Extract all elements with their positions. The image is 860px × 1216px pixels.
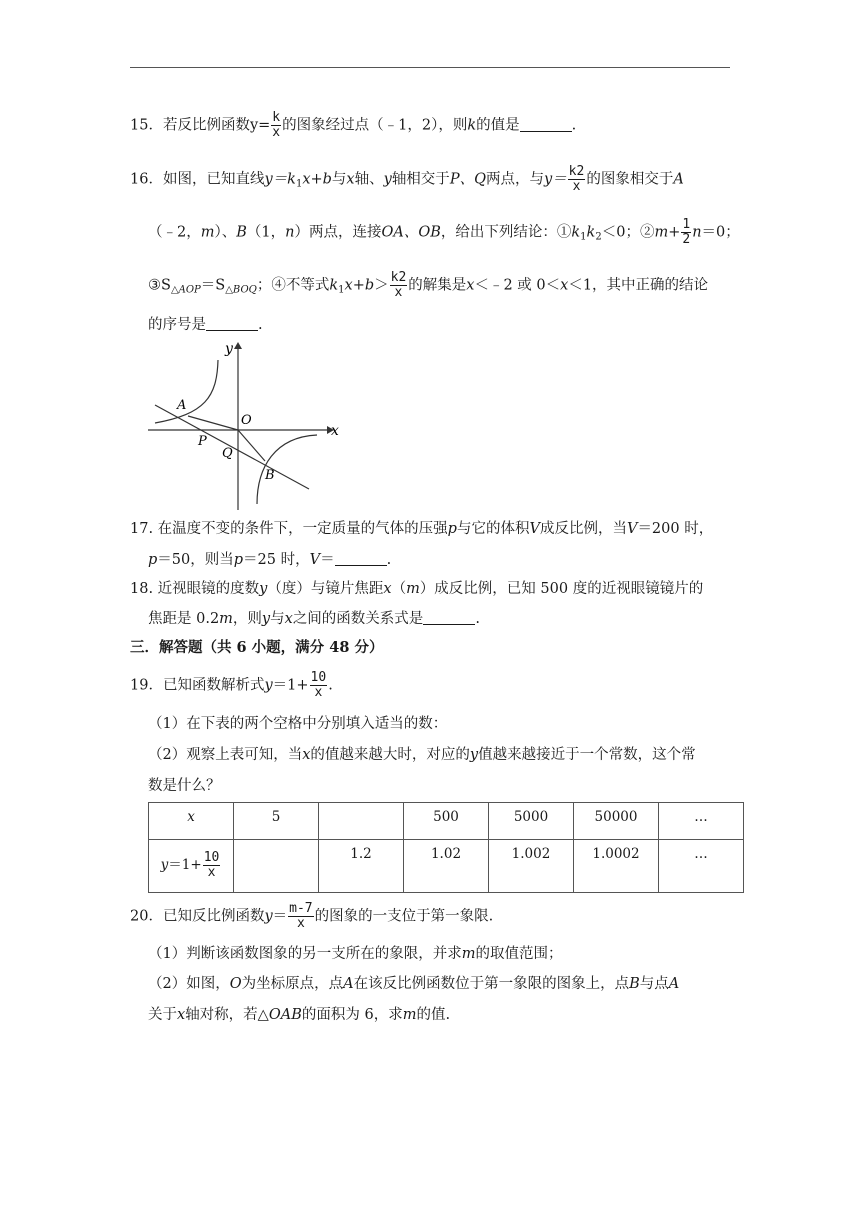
denominator: x	[394, 285, 403, 300]
math-var: k	[571, 224, 581, 241]
text: 轴相交于	[391, 171, 450, 188]
question-16-line-2	[148, 217, 740, 249]
question-20-line-1	[130, 902, 730, 931]
math-var: y	[259, 581, 268, 597]
math-var: y	[264, 677, 273, 694]
math-var: n	[692, 224, 702, 241]
text: ＝25 时，	[243, 552, 310, 568]
text: 轴、	[354, 171, 384, 188]
question-20-part-2-cont	[148, 1004, 730, 1026]
math: x+b	[344, 277, 375, 294]
text: 两点，与	[485, 171, 544, 188]
values-table	[148, 802, 744, 893]
text: 的取值范围；	[475, 946, 563, 962]
fraction-k2-over-x	[390, 271, 408, 300]
numerator: 1	[682, 217, 691, 232]
math-var: y	[264, 908, 273, 925]
math-var: O	[229, 976, 242, 992]
math-var: A	[673, 171, 684, 188]
text: 轴对称，若△	[185, 1007, 269, 1023]
text: .	[386, 552, 392, 568]
table-cell: 5	[234, 803, 319, 840]
question-19-part-2	[148, 744, 730, 766]
table-cell-blank	[234, 840, 319, 893]
subscript: △AOP	[170, 284, 201, 296]
text: 的解集是	[408, 277, 467, 294]
question-16-line-4	[148, 314, 730, 336]
denominator: x	[314, 685, 323, 700]
question-18-line-1	[130, 578, 730, 600]
math-var: m	[461, 946, 476, 962]
point-label-O: O	[241, 413, 252, 428]
hyperbola-branch-upper-left	[155, 360, 218, 423]
table-cell: x	[149, 803, 234, 840]
text: （﹣2，	[148, 224, 201, 241]
table-cell-blank	[319, 803, 404, 840]
denominator: x	[207, 865, 216, 880]
text: 20．已知反比例函数	[130, 908, 265, 925]
question-19-line-1	[130, 671, 730, 700]
subscript: 1	[338, 284, 345, 296]
x-axis-label: x	[331, 423, 339, 439]
math-var: m	[406, 581, 420, 597]
text: （	[391, 581, 407, 597]
math-var: x	[346, 171, 355, 188]
text: （2）观察上表可知，当	[148, 747, 303, 763]
question-15	[130, 111, 730, 140]
math-var: x	[466, 277, 475, 294]
text: 与点	[639, 976, 669, 992]
math-var: V	[309, 552, 321, 568]
text: 的图象相交于	[586, 171, 674, 188]
question-16-line-3	[148, 271, 730, 302]
point-label-P: P	[198, 434, 207, 449]
answer-blank	[423, 610, 475, 625]
table-cell: 5000	[489, 803, 574, 840]
text: 的值.	[416, 1007, 451, 1023]
text: ）、	[214, 224, 237, 241]
text: ＝	[320, 552, 335, 568]
math: y=	[249, 117, 271, 134]
answer-blank	[335, 551, 387, 566]
denominator: x	[272, 125, 281, 140]
text: 值越来越接近于一个常数，这个常	[478, 747, 696, 763]
text: ＝	[272, 908, 288, 925]
section-title: 三．解答题（共 6 小题，满分 48 分）	[130, 639, 384, 656]
text: 的值是	[476, 117, 520, 134]
numerator: k2	[568, 164, 585, 179]
y-axis-arrow	[234, 342, 242, 349]
numerator: m-7	[289, 901, 313, 916]
text: 成反比例，当	[539, 521, 627, 537]
text: ＜1，其中正确的结论	[568, 277, 709, 294]
table-cell: 1.0002	[574, 840, 659, 893]
math-var: m	[219, 611, 233, 627]
answer-blank	[520, 117, 572, 132]
math: ＝1+	[168, 857, 202, 873]
table-cell-label	[149, 840, 234, 893]
math-var: y	[261, 611, 271, 627]
text: ③S	[148, 277, 171, 294]
text: ＜0；②	[601, 224, 655, 241]
question-17-line-2	[148, 549, 730, 571]
text: ＝50，则当	[157, 552, 234, 568]
subscript: 1	[580, 231, 587, 243]
question-19-part-2-cont: 数是什么？	[148, 778, 221, 794]
math-var: p	[233, 552, 244, 568]
question-17-line-1	[130, 518, 730, 540]
text: 之间的函数关系式是	[292, 611, 424, 627]
question-number: 15．	[130, 117, 163, 134]
text: 18. 近视眼镜的度数	[130, 581, 260, 597]
table-row-y	[149, 840, 744, 893]
text: ＞	[374, 277, 389, 294]
math-var: x	[284, 611, 293, 627]
math: OAB	[268, 1007, 302, 1023]
subscript: 1	[295, 178, 303, 190]
text: 的面积为 6，求	[301, 1007, 403, 1023]
text: 若反比例函数	[162, 117, 250, 134]
numerator: 10	[310, 670, 327, 685]
math: m+	[654, 224, 681, 241]
point-label-Q: Q	[222, 446, 233, 461]
fraction-k-over-x	[271, 111, 281, 140]
math: y＝k	[264, 171, 296, 188]
text: （1，	[246, 224, 286, 241]
text: 的值越来越大时，对应的	[310, 747, 470, 763]
math-var: p	[148, 552, 158, 568]
fraction-m-7-over-x	[288, 902, 313, 931]
text: ＝0；	[701, 224, 740, 241]
math-var: n	[285, 224, 295, 241]
text: .	[258, 317, 263, 333]
question-20-part-2	[148, 973, 730, 995]
subscript: △BOQ	[225, 284, 257, 296]
math-var: B	[236, 224, 247, 241]
text: .	[571, 117, 577, 134]
table-cell: 1.02	[404, 840, 489, 893]
question-20-part-1	[148, 943, 730, 965]
math-var: x	[560, 277, 569, 294]
math-var: k	[329, 277, 339, 294]
math: OA、OB	[381, 224, 441, 241]
text: （1）判断该函数图象的另一支所在的象限，并求	[148, 946, 462, 962]
point-label-A: A	[177, 398, 187, 413]
text: 的图象的一支位于第一象限.	[314, 908, 494, 925]
numerator: k	[272, 110, 281, 125]
question-16-line-1	[130, 165, 730, 196]
text: 与	[331, 171, 347, 188]
fraction-k2-over-x	[568, 165, 586, 194]
fraction-10-over-x	[203, 851, 221, 880]
text: （度）与镜片焦距	[267, 581, 384, 597]
text: ）成反比例，已知 500 度的近视眼镜镜片的	[419, 581, 704, 597]
table-cell: 1.002	[489, 840, 574, 893]
math-var: y	[383, 171, 392, 188]
question-number: 16．	[130, 171, 163, 188]
text: ＝S	[200, 277, 226, 294]
answer-blank	[206, 316, 258, 331]
table-cell: …	[659, 840, 744, 893]
math-var: k	[586, 224, 596, 241]
hyperbola-line-graph	[145, 337, 345, 513]
math-var: y	[160, 857, 169, 873]
text: （2）如图，	[148, 976, 230, 992]
text: 关于	[148, 1007, 177, 1023]
math-var: y	[469, 747, 479, 763]
question-18-line-2	[148, 608, 730, 630]
header-rule	[130, 67, 730, 68]
denominator: x	[572, 179, 581, 194]
text: 的序号是	[148, 317, 206, 333]
fraction-one-half	[681, 218, 691, 247]
text: 的图象经过点（﹣1，2），则	[282, 117, 468, 134]
numerator: 10	[203, 850, 220, 865]
text: 与	[270, 611, 285, 627]
text: ；④不等式	[256, 277, 330, 294]
text: 与它的体积	[456, 521, 530, 537]
math: x+b	[302, 171, 332, 188]
text: ，则	[232, 611, 262, 627]
segment-OB	[238, 430, 265, 461]
text: ＜﹣2 或 0＜	[474, 277, 561, 294]
table-cell: 500	[404, 803, 489, 840]
point-label-B: B	[265, 468, 275, 483]
text: ＝200 时，	[637, 521, 714, 537]
text: ）两点，连接	[294, 224, 382, 241]
math-var: x	[302, 747, 311, 763]
text: .	[475, 611, 480, 627]
math-var: m	[402, 1007, 417, 1023]
table-cell: 1.2	[319, 840, 404, 893]
text: 19．已知函数解析式	[130, 677, 265, 694]
segment-OA	[188, 416, 238, 430]
denominator: x	[296, 916, 305, 931]
text: 17. 在温度不变的条件下，一定质量的气体的压强	[130, 521, 448, 537]
text: .	[328, 677, 333, 694]
text: 为坐标原点，点	[241, 976, 344, 992]
math-var: m	[200, 224, 215, 241]
math-var: x	[177, 1007, 186, 1023]
text: ＝1+	[272, 677, 309, 694]
table-cell: 50000	[574, 803, 659, 840]
text: 如图，已知直线	[162, 171, 265, 188]
math-var: A	[343, 976, 354, 992]
text: 焦距是 0.2	[148, 611, 220, 627]
math-var: B	[629, 976, 640, 992]
math-var: A	[668, 976, 680, 992]
math-var: V	[626, 521, 638, 537]
math-var: p	[447, 521, 457, 537]
text: ，给出下列结论：①	[440, 224, 572, 241]
text: 在该反比例函数位于第一象限的图象上，点	[353, 976, 630, 992]
question-19-part-1: （1）在下表的两个空格中分别填入适当的数：	[148, 716, 448, 732]
numerator: k2	[390, 270, 407, 285]
fraction-10-over-x	[310, 671, 328, 700]
math: y＝	[543, 171, 567, 188]
math: P、Q	[449, 171, 486, 188]
table-cell: …	[659, 803, 744, 840]
math-var: k	[467, 117, 477, 134]
math-var: V	[529, 521, 540, 537]
subscript: 2	[595, 231, 602, 243]
y-axis-label: y	[225, 341, 233, 357]
math-var: x	[383, 581, 392, 597]
denominator: 2	[682, 232, 691, 247]
table-row-x	[149, 803, 744, 840]
